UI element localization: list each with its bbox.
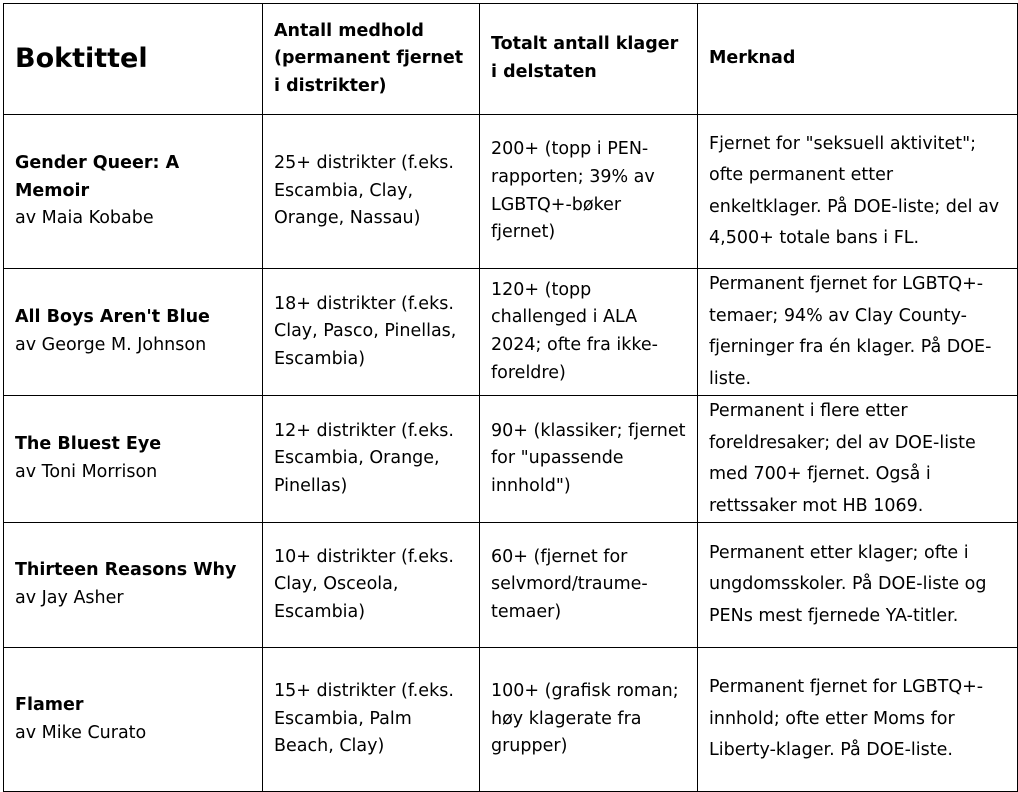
book-author: av Toni Morrison	[15, 462, 158, 482]
book-author: av Maia Kobabe	[15, 208, 154, 229]
book-author: av Mike Curato	[15, 722, 147, 743]
header-cell-title	[4, 4, 263, 115]
note-text: Permanent fjernet for LGBTQ+-temaer; 94% av Clay County-fjerninger fra én klager. På DOE-liste.	[709, 274, 992, 389]
note-cell	[698, 115, 1018, 269]
table-header-row	[4, 4, 1018, 115]
total-cell	[480, 648, 698, 792]
book-title: Flamer	[15, 694, 84, 715]
total-text: 120+ (topp challenged i ALA 2024; ofte fra ikke-foreldre)	[491, 279, 658, 383]
upheld-cell	[263, 396, 480, 523]
book-author: av George M. Johnson	[15, 335, 207, 355]
note-text: Fjernet for "seksuell aktivitet"; ofte permanent etter enkeltklager. På DOE-liste; del av 4,500+ totale bans i FL.	[709, 133, 1000, 248]
note-cell	[698, 396, 1018, 523]
column-header-upheld: Antall medhold (permanent fjernet i distrikter)	[274, 20, 464, 96]
table-row	[4, 523, 1018, 648]
book-author: av Jay Asher	[15, 588, 124, 608]
total-cell	[480, 523, 698, 648]
book-cell	[4, 523, 263, 648]
total-text: 200+ (topp i PEN-rapporten; 39% av LGBTQ+-bøker fjernet)	[491, 139, 655, 243]
upheld-cell	[263, 648, 480, 792]
upheld-text: 12+ distrikter (f.eks. Escambia, Orange, Pinellas)	[274, 420, 454, 496]
table-row	[4, 396, 1018, 523]
note-text: Permanent etter klager; ofte i ungdomsskoler. På DOE-liste og PENs mest fjernede YA-titler.	[709, 542, 987, 626]
total-cell	[480, 396, 698, 523]
upheld-text: 18+ distrikter (f.eks. Clay, Pasco, Pinellas, Escambia)	[274, 293, 457, 369]
note-cell	[698, 648, 1018, 792]
column-header-total: Totalt antall klager i delstaten	[491, 34, 679, 82]
table-row	[4, 269, 1018, 396]
book-cell	[4, 648, 263, 792]
total-text: 100+ (grafisk roman; høy klagerate fra grupper)	[491, 681, 679, 757]
book-cell	[4, 269, 263, 396]
upheld-text: 25+ distrikter (f.eks. Escambia, Clay, Orange, Nassau)	[274, 153, 454, 229]
book-challenges-table	[3, 3, 1018, 792]
total-cell	[480, 115, 698, 269]
header-cell-upheld	[263, 4, 480, 115]
total-text: 60+ (fjernet for selvmord/traume-temaer)	[491, 546, 648, 622]
column-header-book-title: Boktittel	[15, 42, 148, 74]
note-text: Permanent i flere etter foreldresaker; del av DOE-liste med 700+ fjernet. Også i rettssaker mot HB 1069.	[709, 401, 976, 516]
total-cell	[480, 269, 698, 396]
book-title: Gender Queer: A Memoir	[15, 153, 180, 201]
header-cell-total	[480, 4, 698, 115]
book-cell	[4, 115, 263, 269]
table-row	[4, 115, 1018, 269]
note-text: Permanent fjernet for LGBTQ+-innhold; ofte etter Moms for Liberty-klager. På DOE-liste.	[709, 677, 984, 761]
note-cell	[698, 523, 1018, 648]
table-row	[4, 648, 1018, 792]
note-cell	[698, 269, 1018, 396]
column-header-note: Merknad	[709, 48, 796, 69]
upheld-text: 10+ distrikter (f.eks. Clay, Osceola, Escambia)	[274, 546, 454, 622]
upheld-text: 15+ distrikter (f.eks. Escambia, Palm Beach, Clay)	[274, 681, 454, 757]
book-title: Thirteen Reasons Why	[15, 560, 237, 581]
header-cell-note	[698, 4, 1018, 115]
book-title: The Bluest Eye	[15, 434, 162, 455]
book-cell	[4, 396, 263, 523]
upheld-cell	[263, 269, 480, 396]
book-title: All Boys Aren't Blue	[15, 307, 210, 328]
total-text: 90+ (klassiker; fjernet for "upassende innhold")	[491, 420, 686, 496]
upheld-cell	[263, 115, 480, 269]
upheld-cell	[263, 523, 480, 648]
